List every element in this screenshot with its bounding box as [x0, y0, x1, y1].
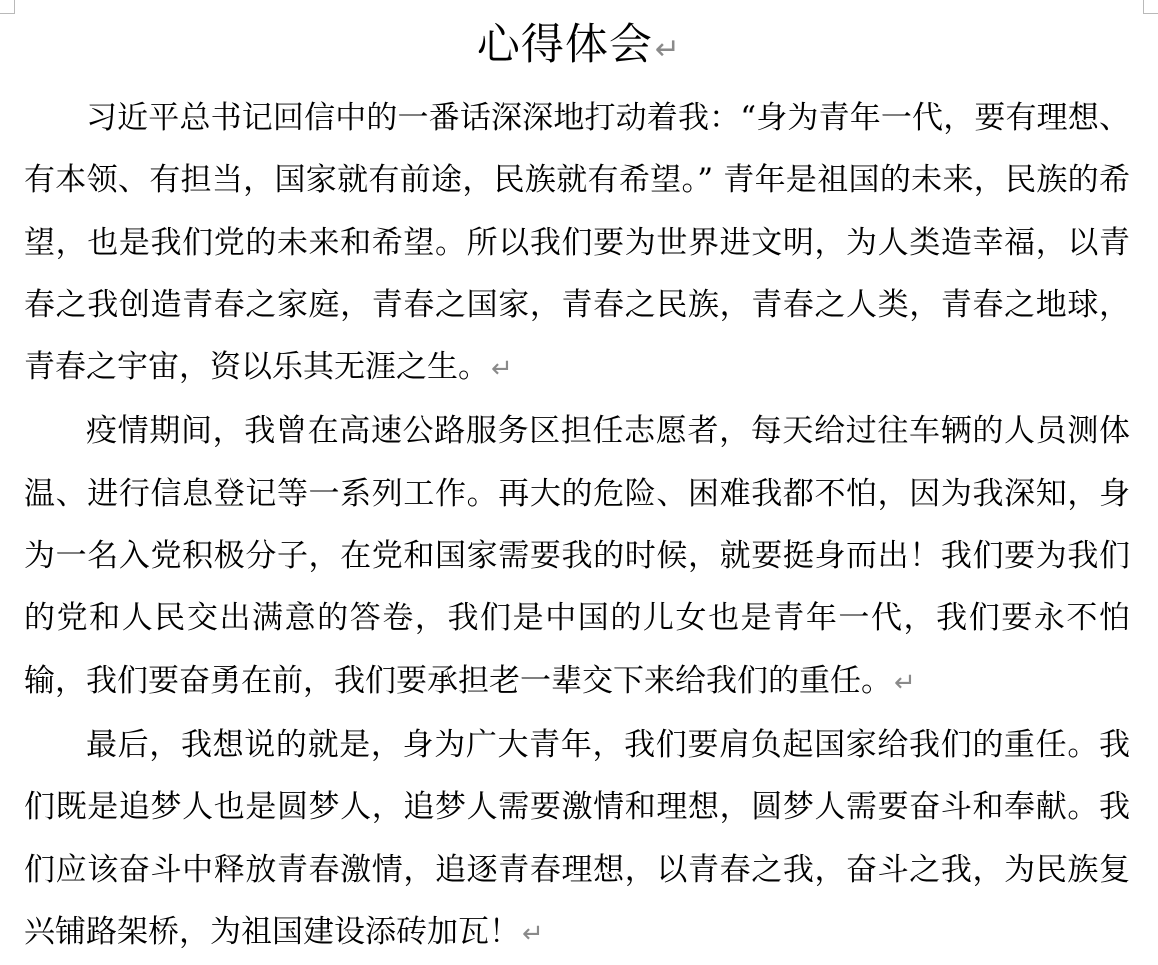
- paragraph-2[interactable]: [24, 400, 1130, 713]
- paragraph-mark-icon: ↵: [654, 32, 682, 67]
- page-corner-mark-top-left: [0, 0, 15, 14]
- paragraph-1[interactable]: [24, 87, 1130, 400]
- paragraph-1-text: 习近平总书记回信中的一番话深深地打动着我：“身为青年一代，要有理想、有本领、有担当，国家就有前途，民族就有希望。” 青年是祖国的未来，民族的希望，也是我们党的未来和希望。所以我们要为世界进文明，为人类造幸福，以青春之我创造青春之家庭，青春之国家，青春之民族，青春之人类，青春之地球，青春之宇宙，资以乐其无涯之生。: [24, 100, 1130, 386]
- document-title-text: 心得体会: [476, 20, 653, 70]
- paragraph-2-text: 疫情期间，我曾在高速公路服务区担任志愿者，每天给过往车辆的人员测体温、进行信息登记等一系列工作。再大的危险、困难我都不怕，因为我深知，身为一名入党积极分子，在党和国家需要我的时候，就要挺身而出！我们要为我们的党和人民交出满意的答卷，我们是中国的儿女也是青年一代，我们要永不怕输，我们要奋勇在前，我们要承担老一辈交下来给我们的重任。: [24, 413, 1130, 699]
- document-title[interactable]: [0, 14, 1158, 76]
- paragraph-mark-icon: ↵: [894, 667, 916, 698]
- paragraph-3[interactable]: [24, 714, 1130, 965]
- page-corner-mark-top-right: [1143, 0, 1158, 14]
- paragraph-mark-icon: ↵: [522, 918, 544, 949]
- paragraph-3-text: 最后，我想说的就是，身为广大青年，我们要肩负起国家给我们的重任。我们既是追梦人也是圆梦人，追梦人需要激情和理想，圆梦人需要奋斗和奉献。我们应该奋斗中释放青春激情，追逐青春理想，以青春之我，奋斗之我，为民族复兴铺路架桥，为祖国建设添砖加瓦！: [24, 726, 1130, 950]
- paragraph-mark-icon: ↵: [491, 354, 513, 385]
- document-body[interactable]: [24, 87, 1130, 965]
